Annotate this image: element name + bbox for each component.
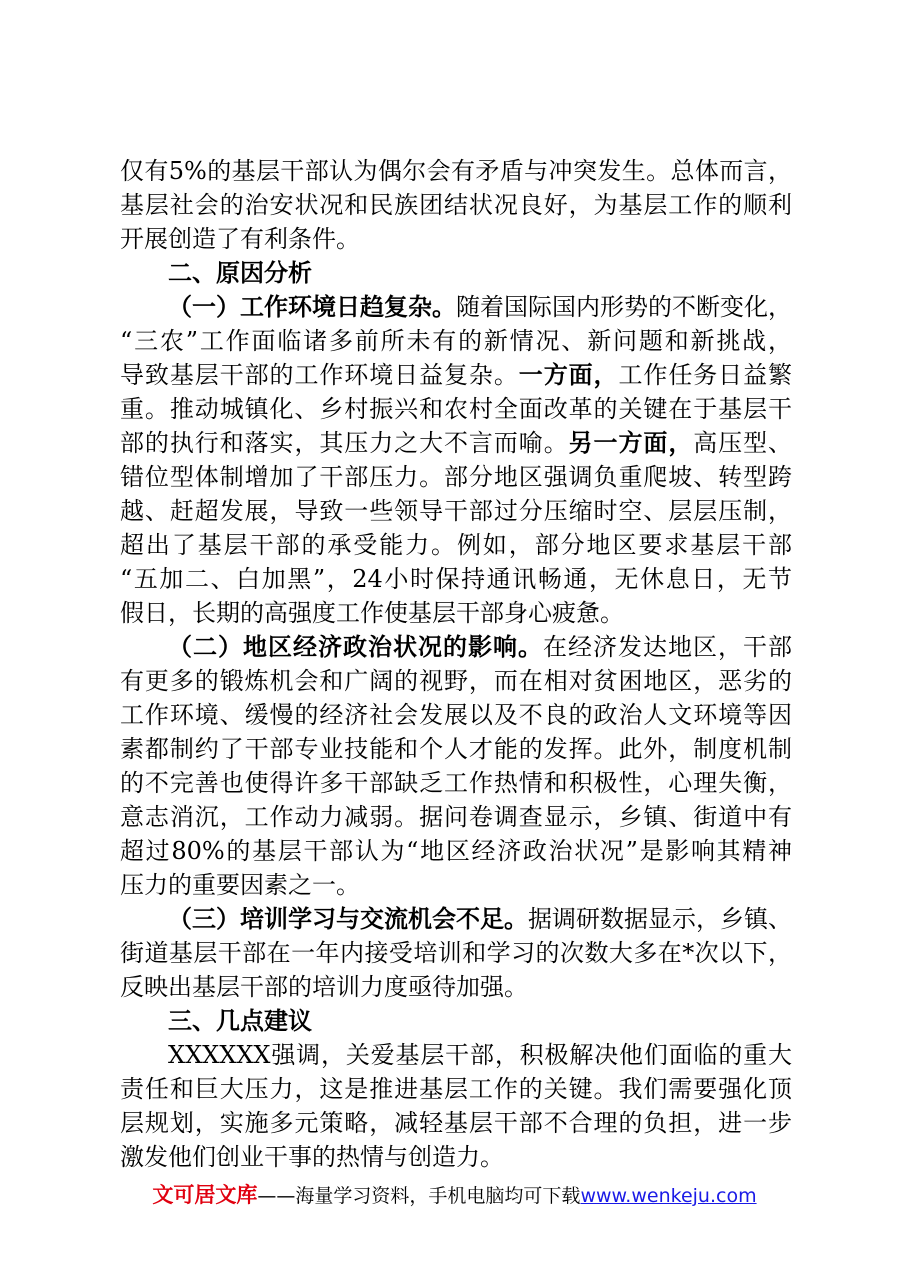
section-heading-3: 三、几点建议: [168, 1007, 312, 1035]
text-line: 导致基层干部的工作环境日益复杂。一方面，工作任务日益繁: [120, 361, 793, 389]
text-line: 工作环境、缓慢的经济社会发展以及不良的政治人文环境等因: [120, 701, 792, 729]
section-heading-2: 二、原因分析: [168, 259, 312, 287]
text-line: “三农”工作面临诸多前所未有的新情况、新问题和新挑战，: [120, 327, 792, 355]
text-line: 压力的重要因素之一。: [120, 871, 360, 899]
text-line: 反映出基层干部的培训力度亟待加强。: [120, 973, 528, 1001]
emphasis-text: 另一方面，: [568, 429, 694, 457]
text-line: 超过80%的基层干部认为“地区经济政治状况”是影响其精神: [120, 837, 792, 865]
text-line: 部的执行和落实，其压力之大不言而喻。另一方面，高压型、: [120, 429, 793, 457]
subheading-1: （一）工作环境日趋复杂。: [168, 293, 456, 321]
text-line: 意志消沉，工作动力减弱。据问卷调查显示，乡镇、街道中有: [120, 803, 792, 831]
footer-banner: [0, 1180, 909, 1211]
text-line: 责任和巨大压力，这是推进基层工作的关键。我们需要强化顶: [120, 1075, 792, 1103]
text-line: （三）培训学习与交流机会不足。据调研数据显示，乡镇、: [168, 905, 792, 933]
text-line: 街道基层干部在一年内接受培训和学习的次数大多在*次以下，: [120, 939, 792, 967]
subheading-3: （三）培训学习与交流机会不足。: [168, 905, 528, 933]
text-line: 错位型体制增加了干部压力。部分地区强调负重爬坡、转型跨: [120, 463, 792, 491]
text-line: （一）工作环境日趋复杂。随着国际国内形势的不断变化，: [168, 293, 792, 321]
text-line: 假日，长期的高强度工作使基层干部身心疲惫。: [120, 599, 624, 627]
text-line: 素都制约了干部专业技能和个人才能的发挥。此外，制度机制: [120, 735, 792, 763]
text-line: 越、赶超发展，导致一些领导干部过分压缩时空、层层压制，: [120, 497, 792, 525]
emphasis-text: 一方面，: [518, 361, 619, 389]
text-line: （二）地区经济政治状况的影响。在经济发达地区，干部: [168, 633, 792, 661]
text-line: 有更多的锻炼机会和广阔的视野，而在相对贫困地区，恶劣的: [120, 667, 792, 695]
text-line: 层规划，实施多元策略，减轻基层干部不合理的负担，进一步: [120, 1109, 792, 1137]
text-line: XXXXXX强调，关爱基层干部，积极解决他们面临的重大: [168, 1041, 792, 1069]
text-line: 仅有5%的基层干部认为偶尔会有矛盾与冲突发生。总体而言，: [120, 157, 792, 185]
subheading-2: （二）地区经济政治状况的影响。: [168, 633, 543, 661]
text-line: 超出了基层干部的承受能力。例如，部分地区要求基层干部: [120, 531, 792, 559]
footer-slogan: ——海量学习资料，手机电脑均可下载: [257, 1185, 581, 1207]
footer-url-link[interactable]: www.wenkeju.com: [580, 1185, 757, 1207]
text-line: 开展创造了有利条件。: [120, 225, 360, 253]
text-line: 基层社会的治安状况和民族团结状况良好，为基层工作的顺利: [120, 191, 792, 219]
text-line: “五加二、白加黑”，24小时保持通讯畅通，无休息日，无节: [120, 565, 792, 593]
text-line: 的不完善也使得许多干部缺乏工作热情和积极性，心理失衡，: [120, 769, 792, 797]
text-line: 激发他们创业干事的热情与创造力。: [120, 1143, 504, 1171]
footer-brand: 文可居文库: [152, 1183, 258, 1207]
text-line: 重。推动城镇化、乡村振兴和农村全面改革的关键在于基层干: [120, 395, 792, 423]
